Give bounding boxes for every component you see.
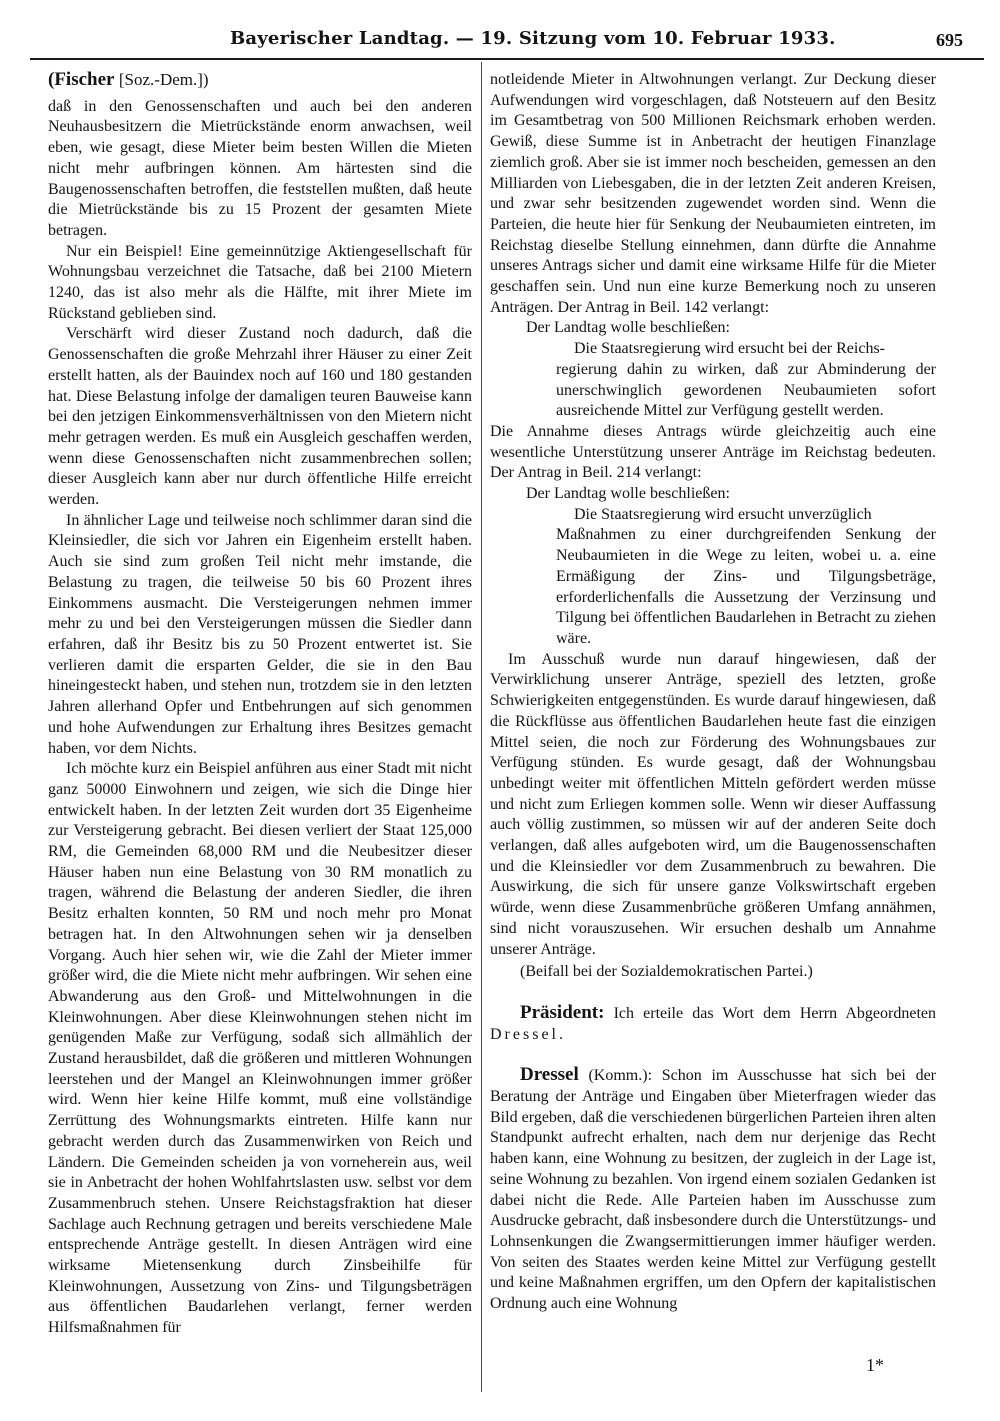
motion-quote-first-line: Die Staatsregierung wird ersucht bei der Reichs-	[574, 340, 886, 358]
paragraph: Ich möchte kurz ein Beispiel anführen aus einer Stadt mit nicht ganz 50000 Einwohnern und zeigen, wie sich die Dinge hier entwickelt haben. In der letzten Zeit wurden dort 35 Eigenheime zur Versteigerung gebracht. Bei diesen verliert der Staat 125,000 RM, die Gemeinden 68,000 RM und die Neubesitzer dieser Häuser haben nun eine Belastung von 30 RM monatlich zu tragen, während die Belastung der anderen Siedler, die ihren Besitz erhalten konnten, 50 RM und noch mehr pro Monat betragen hat. In den Altwohnungen sehen wir ja denselben Vorgang. Auch hier sehen wir, wie die Zahl der Mieter immer größer wird, die die Miete nicht mehr aufbringen. Wir sehen eine Abwanderung aus den Groß- und Mittelwohnungen in die Kleinwohnungen. Aber diese Kleinwohnungen stehen nicht im genügenden Maße zur Verfügung, sodaß sich allmählich der Zustand herausbildet, daß die größeren und mittleren Wohnungen leerstehen und der Mangel an Kleinwohnungen immer größer wird. Wenn hier keine Hilfe kommt, muß eine vollständige Zerrüttung des Wohnungsmarkts eintreten. Hilfe kann nur gebracht werden durch das Zusammenwirken von Reich und Ländern. Die Gemeinden scheiden ja von vorneherein aus, weil sie in Anbetracht der hohen Wohlfahrtslasten usw. selbst vor dem Zusammenbruch stehen. Unsere Reichstagsfraktion hat dieser Sachlage auch Rechnung getragen und bereits verschiedene Male entsprechende Anträge gestellt. In diesen Anträgen wird eine wirksame Mietensenkung durch Zinsbeihilfe für Kleinwohnungen, Aussetzung von Zins- und Tilgungsbeträgen aus öffentlichen Baudarlehen verlangt, ferner werden Hilfsmaßnahmen für	[48, 760, 472, 1337]
president-text: Ich erteile das Wort dem Herrn Abgeordneten	[613, 1004, 937, 1022]
motion-quote-first-line: Die Staatsregierung wird ersucht unverzüglich	[574, 505, 872, 523]
applause-note: (Beifall bei der Sozialdemokratischen Partei.)	[520, 963, 813, 981]
motion-intro: Der Landtag wolle beschließen:	[526, 319, 730, 337]
named-member: Dressel.	[490, 1025, 566, 1043]
motion-intro: Der Landtag wolle beschließen:	[526, 485, 730, 503]
paragraph: Nur ein Beispiel! Eine gemeinnützige Aktiengesellschaft für Wohnungsbau verzeichnet die Tatsache, daß bei 2100 Mietern 1240, das ist also mehr als die Hälfte, mit ihrer Miete im Rückstand geblieben sind.	[48, 242, 472, 322]
right-column	[490, 70, 936, 1315]
dressel-text: Schon im Ausschusse hat sich bei der Beratung der Anträge und Eingaben über Mieterfragen wieder das Bild ergeben, daß die verschiedenen bürgerlichen Parteien ihren alten Standpunkt aufrecht erhalten, nach dem nur derjenige das Recht haben kann, eine Wohnung zu besitzen, der zugleich in der Lage ist, seine Wohnung zu bezahlen. Von irgend einem sozialen Gedanken ist dabei nicht die Rede. Alle Parteien haben im Ausschusse zum Ausdrucke gebracht, daß insbesondere durch die Unterstützungs- und Lohnsenkungen die Zwangsermittierungen immer häufiger werden. Von seiten des Staates werden keine Mittel zur Verfügung gestellt und keine Maßnahmen ergriffen, um den Opfern der kapitalistischen Ordnung auch eine Wohnung	[490, 1067, 937, 1313]
paragraph: Die Annahme dieses Antrags würde gleichzeitig auch eine wesentliche Unterstützung unserer Anträge im Reichstag bedeuten. Der Antrag in Beil. 214 verlangt:	[490, 422, 936, 482]
paragraph: daß in den Genossenschaften und auch bei den anderen Neuhausbesitzern die Mietrückstände enorm anwachsen, weil eben, wie gesagt, diese Mieter beim besten Willen die Mieten nicht mehr aufbringen können. Am härtesten sind die Baugenossenschaften betroffen, die feststellen mußten, daß heute die Mietrückstände bis zu 15 Prozent der gesamten Miete betragen.	[48, 97, 472, 239]
column-divider	[481, 62, 482, 1392]
speaker-party: [Soz.-Dem.])	[118, 70, 209, 89]
president-statement	[490, 1003, 936, 1045]
signature-mark: 1*	[866, 1355, 884, 1375]
motion-quote-text: Maßnahmen zu einer durchgreifenden Senkung der Neubaumieten in die Wege zu leiten, wobei u. a. eine Ermäßigung der Zins- und Tilgungsbeträge, erforderlichenfalls die Aussetzung der Verzinsung und Tilgung bei öffentlichen Baudarlehen in Betracht zu ziehen wäre.	[556, 526, 936, 647]
paragraph: notleidende Mieter in Altwohnungen verlangt. Zur Deckung dieser Aufwendungen wird vorgeschlagen, daß Notsteuern auf den Besitz im Gesamtbetrag von 500 Millionen Reichsmark erhoben werden. Gewiß, diese Summe ist in Anbetracht der heutigen Finanzlage ziemlich groß. Aber sie ist immer noch bescheiden, gemessen an den Milliarden von Liebesgaben, die in der letzten Zeit anderen Kreisen, und zwar sehr besitzenden zugewendet worden sind. Wenn die Parteien, die heute hier für Senkung der Neubaumieten eintreten, im Reichstag dieselbe Stellung einnehmen, dann dürfte die Annahme unseres Antrags sicher und damit eine wirksame Hilfe für die Mieter geschaffen sein. Und nun eine kurze Bemerkung noch zu unseren Anträgen. Der Antrag in Beil. 142 verlangt:	[490, 71, 936, 316]
left-column	[48, 70, 472, 1339]
header-rule	[30, 58, 984, 60]
speaker-name: (Fischer	[48, 69, 115, 90]
dressel-speech	[490, 1065, 936, 1314]
page-number: 695	[936, 30, 963, 50]
speaker-heading	[48, 70, 472, 91]
president-label: Präsident:	[520, 1001, 605, 1023]
motion-quote-text: regierung dahin zu wirken, daß zur Abminderung der unerschwinglich gewordenen Neubaumieten sofort ausreichende Mittel zur Verfügung gestellt werden.	[556, 360, 936, 420]
paragraph: Verschärft wird dieser Zustand noch dadurch, daß die Genossenschaften die große Mehrzahl ihrer Häuser zu einer Zeit erstellt hatten, als der Bauindex noch auf 160 und 180 gestanden hat. Diese Belastung infolge der damaligen teuren Bauweise kann bei den jetzigen Einkommensverhältnissen von den Mietern nicht mehr getragen werden. Es muß ein Ausgleich geschaffen werden, wenn diese Genossenschaften nicht zusammenbrechen sollen; dieser Ausgleich kann aber nur durch öffentliche Hilfe erreicht werden.	[48, 325, 472, 509]
dressel-party: (Komm.):	[588, 1067, 653, 1085]
running-header: Bayerischer Landtag. — 19. Sitzung vom 10. Februar 1933.	[230, 28, 836, 49]
paragraph: Im Ausschuß wurde nun darauf hingewiesen, daß der Verwirklichung unserer Anträge, speziell des letzten, große Schwierigkeiten entgegenstünden. Es wurde darauf hingewiesen, daß die Rückflüsse aus öffentlichen Baudarlehen heute fast die einzigen Mittel seien, die noch zur Förderung des Wohnungsbaues zur Verfügung stünden. Es wurde gesagt, daß der Wohnungsbau unbedingt weiter mit öffentlichen Mitteln gefördert werden müsse und nicht zum Erliegen kommen solle. Wenn wir dieser Auffassung auch völlig zustimmen, so müssen wir auf der anderen Seite doch verlangen, daß alles aufgeboten wird, um die Baugenossenschaften und die Kleinsiedler vor dem Zusammenbruch zu bewahren. Die Auswirkung, die sich für unsere ganze Volkswirtschaft ergeben würde, wenn diese Zusammenbrüche größeren Umfang annähmen, sind nicht vorauszusehen. Wir ersuchen deshalb um Annahme unserer Anträge.	[490, 650, 936, 958]
dressel-label: Dressel	[520, 1064, 579, 1086]
paragraph: In ähnlicher Lage und teilweise noch schlimmer daran sind die Kleinsiedler, die sich vor Jahren ein Eigenheim erstellt haben. Auch sie sind zum großen Teil nicht mehr imstande, die Belastung zu tragen, die teilweise 50 bis 60 Prozent ihres Einkommens ausmacht. Die Versteigerungen nehmen immer mehr zu und bei den Versteigerungen müssen die Siedler dann erfahren, daß ihr Besitz bis zu 50 Prozent entwertet ist. Sie verlieren damit die ersparten Gelder, die sie in den Bau hineingesteckt haben, und stehen nun, trotzdem sie in den letzten Jahren allerhand Opfer und Entbehrungen auf sich genommen und hohe Aufwendungen zur Erhaltung ihres Besitzes gemacht haben, vor dem Nichts.	[48, 511, 472, 757]
